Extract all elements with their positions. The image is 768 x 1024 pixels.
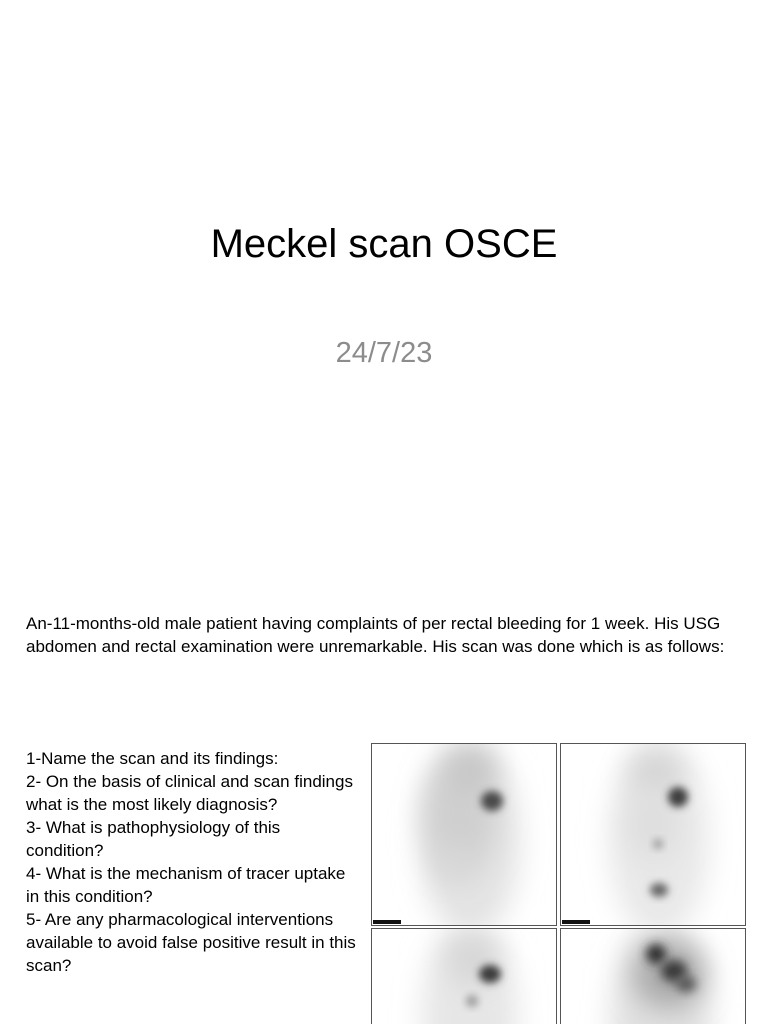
case-description: An-11-months-old male patient having complaints of per rectal bleeding for 1 week. His USG abdomen and rectal examination were unremarkable. His scan was done which is as follows: (26, 614, 725, 656)
frame-marker (373, 920, 401, 924)
slide-date: 24/7/23 (335, 337, 433, 369)
question-4: 4- What is the mechanism of tracer uptake in this condition? (26, 864, 346, 906)
scan-frame-3 (371, 928, 557, 1024)
question-1: 1-Name the scan and its findings: (26, 749, 279, 768)
question-3: 3- What is pathophysiology of this condition? (26, 818, 281, 860)
scan-frame-2 (560, 743, 746, 926)
frame-marker (562, 920, 590, 924)
question-2: 2- On the basis of clinical and scan findings what is the most likely diagnosis? (26, 772, 353, 814)
scan-frame-1 (371, 743, 557, 926)
scintigraphy-image-grid (371, 743, 748, 1024)
question-5: 5- Are any pharmacological interventions available to avoid false positive result in this scan? (26, 910, 356, 975)
scan-frame-4 (560, 928, 746, 1024)
question-list (26, 747, 361, 977)
slide-title: Meckel scan OSCE (210, 222, 558, 266)
